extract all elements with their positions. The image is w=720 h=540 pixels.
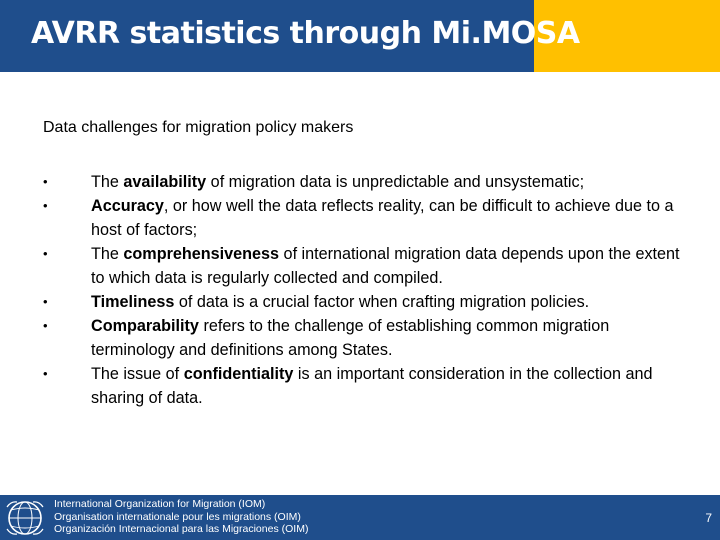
org-name-fr: Organisation internationale pour les migrations (OIM) [54,510,301,523]
org-name-es: Organización Internacional para las Migraciones (OIM) [54,523,309,535]
bullet-item [43,242,693,290]
bullet-text: is an important consideration in the collection and sharing of data. [91,365,653,407]
footer-bar [0,495,720,540]
bullet-keyword: Accuracy [91,197,164,215]
org-name-block [54,498,308,536]
bullet-mark: • [43,246,48,261]
bullet-keyword: Timeliness [91,293,175,311]
bullet-mark: • [43,294,48,309]
bullet-keyword: confidentiality [183,365,294,383]
bullet-list [43,170,693,410]
bullet-text: of international migration data depends upon the extent to which data is regularly collected and compiled. [91,245,680,287]
bullet-mark: • [43,318,48,333]
bullet-mark: • [43,198,48,213]
bullet-item [43,170,693,194]
header-bar [0,0,720,72]
bullet-item [43,314,693,362]
bullet-text: The [91,173,124,191]
bullet-text: The issue of [91,365,184,383]
bullet-item [43,290,693,314]
bullet-text: of data is a crucial factor when crafting migration policies. [174,293,590,311]
subheading: Data challenges for migration policy makers [43,119,354,136]
org-name-en: International Organization for Migration (IOM) [54,498,266,510]
bullet-text: refers to the challenge of establishing common migration terminology and definitions among States. [91,317,610,359]
bullet-mark: • [43,174,48,189]
bullet-item [43,194,693,242]
bullet-mark: • [43,366,48,381]
bullet-keyword: comprehensiveness [123,245,280,263]
bullet-item [43,362,693,410]
bullet-text: of migration data is unpredictable and unsystematic; [206,173,585,191]
bullet-keyword: availability [123,173,207,191]
slide-title: AVRR statistics through Mi.MOSA [31,16,580,51]
page-number: 7 [705,511,712,525]
bullet-text: The [91,245,124,263]
bullet-text: , or how well the data reflects reality, can be difficult to achieve due to a host of factors; [91,197,674,239]
bullet-keyword: Comparability [91,317,199,335]
iom-globe-logo-icon [5,499,45,537]
